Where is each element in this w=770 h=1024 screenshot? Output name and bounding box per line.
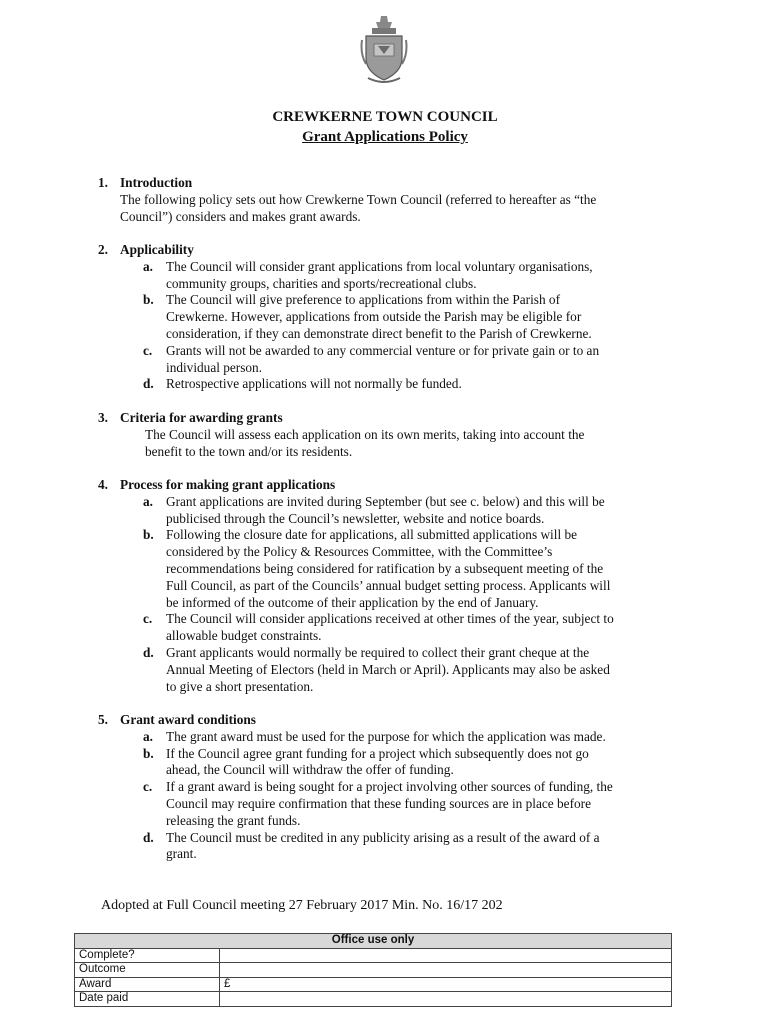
row-label: Complete?	[75, 948, 220, 963]
list-item: d. Retrospective applications will not normally be funded.	[143, 376, 462, 392]
table-row	[75, 977, 672, 992]
list-item: b. Following the closure date for applications, all submitted applications will be considered by the Policy & Resources Committee, with the Committee’s recommendations being considered for ratification by a subsequent meeting of the Full Council, as part of the Councils’ annual budget setting process. Applicants will be informed of the outcome of their application by the end of January.	[143, 527, 611, 610]
list-item: a. The Council will consider grant applications from local voluntary organisations, community groups, charities and sports/recreational clubs.	[143, 258, 593, 291]
section-heading: 5. Grant award conditions	[98, 712, 256, 727]
table-row	[75, 948, 672, 963]
row-value	[220, 963, 672, 978]
list-item: c. Grants will not be awarded to any commercial venture or for private gain or to an individual person.	[143, 342, 600, 375]
row-value	[220, 948, 672, 963]
table-row	[75, 992, 672, 1007]
list-item: c. The Council will consider applications received at other times of the year, subject to allowable budget constraints.	[143, 611, 614, 644]
list-item: a. The grant award must be used for the purpose for which the application was made.	[143, 728, 606, 744]
section-heading: 2. Applicability	[98, 242, 194, 257]
row-label: Outcome	[75, 963, 220, 978]
section-heading: 4. Process for making grant applications	[98, 477, 336, 492]
policy-title: Grant Applications Policy	[302, 129, 468, 145]
office-use-header: Office use only	[75, 934, 672, 949]
list-item: c. If a grant award is being sought for a project involving other sources of funding, the Council may require confirmation that these funding sources are in place before releasing the grant funds.	[143, 779, 613, 828]
section-criteria	[98, 410, 584, 460]
council-crest-icon	[360, 14, 408, 84]
table-row	[75, 963, 672, 978]
section-heading: 3. Criteria for awarding grants	[98, 410, 283, 425]
list-item: a. Grant applications are invited during September (but see c. below) and this will be publicised through the Council’s newsletter, website and notice boards.	[143, 493, 605, 526]
office-use-table	[74, 933, 672, 1007]
row-value: £	[220, 977, 672, 992]
section-process	[98, 477, 614, 695]
section-introduction	[98, 175, 596, 225]
row-value	[220, 992, 672, 1007]
list-item: d. Grant applicants would normally be required to collect their grant cheque at the Annual Meeting of Electors (held in March or April). Applicants may also be asked to give a short presentation.	[143, 644, 610, 694]
list-item: b. If the Council agree grant funding for a project which subsequently does not go ahead, the Council will withdraw the offer of funding.	[143, 745, 589, 778]
list-item: b. The Council will give preference to applications from within the Parish of Crewkerne. However, applications from outside the Parish may be eligible for consideration, if they can demonstrate direct benefit to the Parish of Crewkerne.	[143, 292, 592, 341]
section-text: The Council will assess each application on its own merits, taking into account the benefit to the town and/or its residents.	[145, 426, 585, 459]
adoption-note: Adopted at Full Council meeting 27 February 2017 Min. No. 16/17 202	[101, 898, 503, 913]
section-applicability	[98, 242, 599, 393]
row-label: Award	[75, 977, 220, 992]
section-text: The following policy sets out how Crewkerne Town Council (referred to hereafter as “the Council”) considers and makes grant awards.	[120, 191, 597, 224]
row-label: Date paid	[75, 992, 220, 1007]
list-item: d. The Council must be credited in any publicity arising as a result of the award of a grant.	[143, 829, 600, 862]
section-heading: 1. Introduction	[98, 175, 193, 190]
council-name: CREWKERNE TOWN COUNCIL	[272, 109, 498, 125]
section-conditions	[98, 712, 613, 863]
